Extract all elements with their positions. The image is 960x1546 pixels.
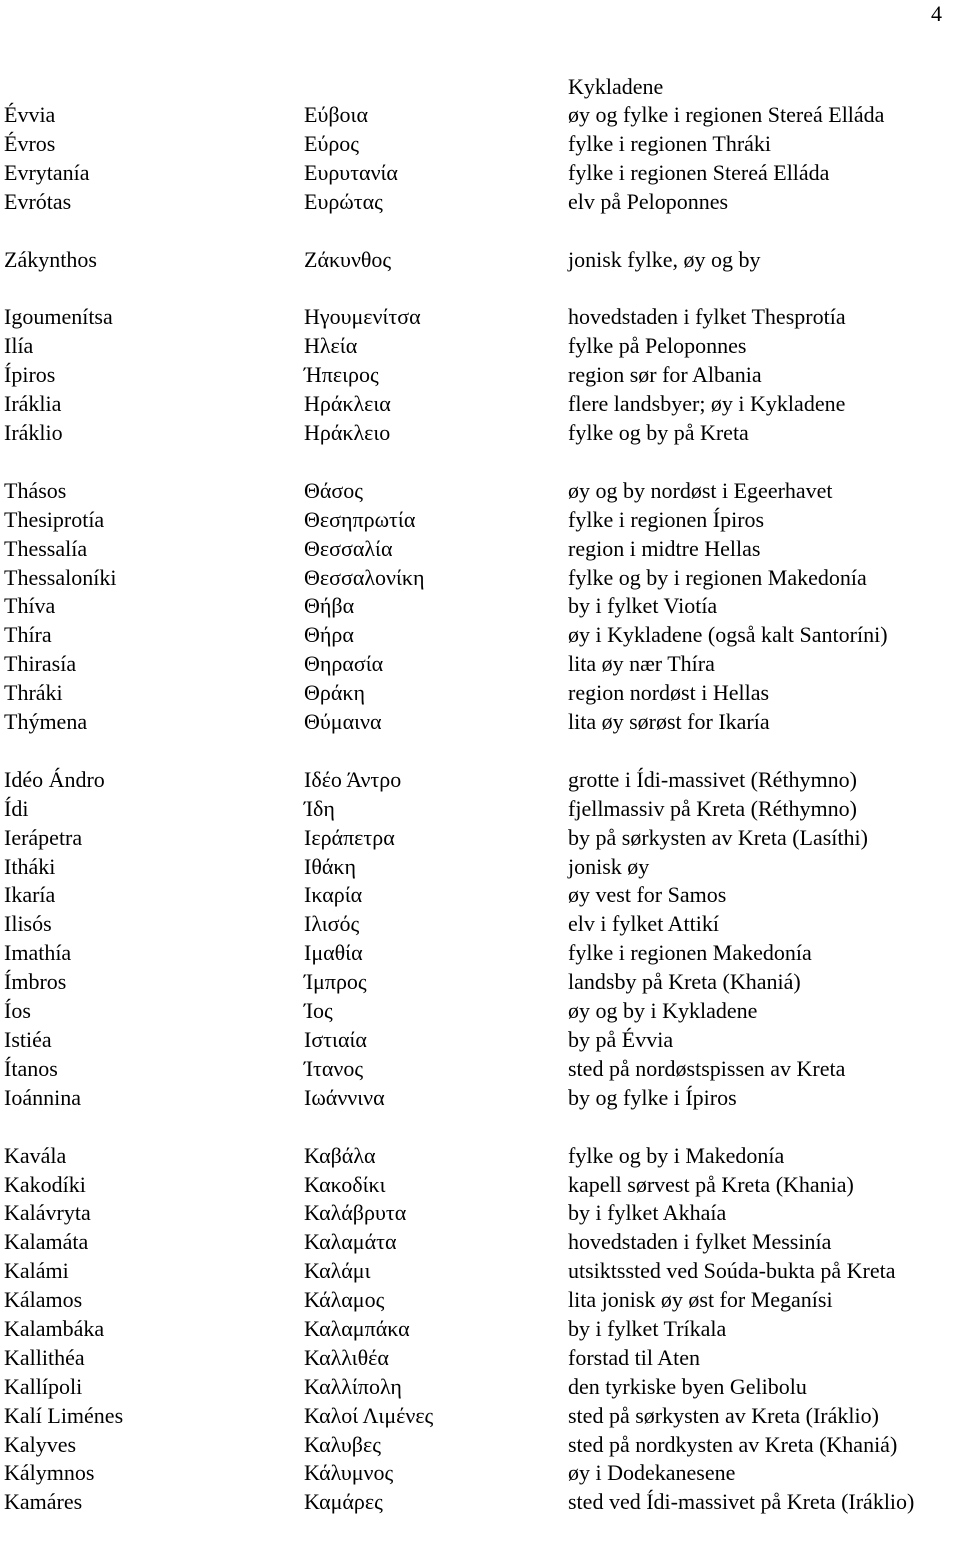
- latin-name: Ímbros: [4, 969, 67, 995]
- description: jonisk øy: [568, 853, 650, 879]
- greek-name: Θάσος: [304, 477, 363, 503]
- glossary-row: [4, 650, 960, 679]
- glossary-row: [4, 1344, 960, 1373]
- glossary-row: [4, 361, 960, 390]
- glossary-row: [4, 1055, 960, 1084]
- greek-name: Ευρυτανία: [304, 159, 398, 185]
- description: fylke i regionen Makedonía: [568, 940, 812, 966]
- description: øy vest for Samos: [568, 882, 727, 908]
- glossary-row: [4, 1228, 960, 1257]
- description: sted på sørkysten av Kreta (Iráklio): [568, 1402, 879, 1428]
- description: flere landsbyer; øy i Kykladene: [568, 391, 846, 417]
- glossary-row: [4, 1315, 960, 1344]
- greek-name: Καλαμάτα: [304, 1229, 397, 1255]
- latin-name: Thesiprotía: [4, 506, 105, 532]
- greek-name: Ήπειρος: [304, 362, 379, 388]
- glossary-row: [4, 1026, 960, 1055]
- description: jonisk fylke, øy og by: [568, 246, 761, 272]
- glossary-row: [4, 679, 960, 708]
- description: hovedstaden i fylket Messinía: [568, 1229, 832, 1255]
- description: sted på nordøstspissen av Kreta: [568, 1055, 846, 1081]
- latin-name: Kallithéa: [4, 1344, 85, 1370]
- glossary-row: [4, 101, 960, 130]
- description: utsiktssted ved Soúda-bukta på Kreta: [568, 1258, 896, 1284]
- latin-name: Igoumenítsa: [4, 304, 113, 330]
- latin-name: Ídi: [4, 795, 29, 821]
- latin-name: Kalí Liménes: [4, 1402, 124, 1428]
- greek-name: Ιεράπετρα: [304, 824, 395, 850]
- latin-name: Kallípoli: [4, 1373, 83, 1399]
- greek-name: Ιλισός: [304, 911, 360, 937]
- glossary-row: [4, 1171, 960, 1200]
- description: fylke og by i Makedonía: [568, 1142, 785, 1168]
- latin-name: Ikaría: [4, 882, 56, 908]
- latin-name: Íos: [4, 998, 31, 1024]
- greek-name: Ιστιαία: [304, 1026, 367, 1052]
- latin-name: Thessalía: [4, 535, 88, 561]
- glossary-row: [4, 592, 960, 621]
- greek-name: Θηρασία: [304, 651, 384, 677]
- greek-name: Εύρος: [304, 130, 360, 156]
- entry-group: [4, 477, 960, 737]
- greek-name: Καλοί Λιμένες: [304, 1402, 434, 1428]
- latin-name: Kalamáta: [4, 1229, 89, 1255]
- glossary-row: [4, 506, 960, 535]
- description: fylke i regionen Ípiros: [568, 506, 765, 532]
- glossary-row: [4, 968, 960, 997]
- description: fylke i regionen Thráki: [568, 130, 772, 156]
- latin-name: Thíva: [4, 593, 56, 619]
- greek-name: Ίος: [304, 998, 333, 1024]
- greek-name: Θεσηπρωτία: [304, 506, 416, 532]
- greek-name: Κάλυμνος: [304, 1460, 394, 1486]
- latin-name: Thýmena: [4, 709, 88, 735]
- latin-name: Ierápetra: [4, 824, 83, 850]
- greek-name: Ιδέο Άντρο: [304, 766, 402, 792]
- latin-name: Evrytanía: [4, 159, 90, 185]
- description: by i fylket Akhaía: [568, 1200, 727, 1226]
- latin-name: Kalávryta: [4, 1200, 91, 1226]
- glossary-row: [4, 1286, 960, 1315]
- latin-name: Kamáres: [4, 1489, 83, 1515]
- latin-name: Kálymnos: [4, 1460, 95, 1486]
- glossary-row: [4, 621, 960, 650]
- description: region sør for Albania: [568, 362, 762, 388]
- glossary-row: [4, 390, 960, 419]
- entry-group: [4, 1142, 960, 1518]
- glossary-row: [4, 708, 960, 737]
- description: grotte i Ídi-massivet (Réthymno): [568, 766, 857, 792]
- latin-name: Iráklio: [4, 420, 63, 446]
- section-header: Kykladene: [568, 74, 664, 99]
- glossary-row: [4, 535, 960, 564]
- glossary-row: [4, 1459, 960, 1488]
- greek-name: Ηράκλειο: [304, 420, 391, 446]
- description: fylke på Peloponnes: [568, 333, 747, 359]
- description: region i midtre Hellas: [568, 535, 761, 561]
- glossary-row: [4, 1402, 960, 1431]
- description: øy og by i Kykladene: [568, 998, 758, 1024]
- glossary-row: [4, 303, 960, 332]
- greek-name: Ίδη: [304, 795, 335, 821]
- latin-name: Kakodíki: [4, 1171, 86, 1197]
- glossary-row: [4, 419, 960, 448]
- glossary-row: [4, 564, 960, 593]
- greek-name: Καλλίπολη: [304, 1373, 402, 1399]
- description: elv i fylket Attikí: [568, 911, 719, 937]
- description: øy i Kykladene (også kalt Santoríni): [568, 622, 888, 648]
- latin-name: Évros: [4, 130, 56, 156]
- glossary-row: [4, 188, 960, 217]
- greek-name: Ίτανος: [304, 1055, 364, 1081]
- entry-group: [4, 101, 960, 217]
- greek-name: Ζάκυνθος: [304, 246, 392, 272]
- greek-name: Ικαρία: [304, 882, 363, 908]
- greek-name: Θύμαινα: [304, 709, 382, 735]
- description: lita jonisk øy øst for Meganísi: [568, 1287, 833, 1313]
- latin-name: Thirasía: [4, 651, 77, 677]
- glossary-row: [4, 824, 960, 853]
- glossary-entries: [4, 101, 960, 1546]
- greek-name: Καλάμι: [304, 1258, 371, 1284]
- latin-name: Kalyves: [4, 1431, 77, 1457]
- description: øy i Dodekanesene: [568, 1460, 736, 1486]
- greek-name: Καλάβρυτα: [304, 1200, 407, 1226]
- greek-name: Ίμπρος: [304, 969, 367, 995]
- greek-name: Θεσσαλία: [304, 535, 393, 561]
- greek-name: Θήβα: [304, 593, 355, 619]
- latin-name: Ilisós: [4, 911, 52, 937]
- description: forstad til Aten: [568, 1344, 700, 1370]
- glossary-row: [4, 795, 960, 824]
- page-number: 4: [931, 1, 942, 26]
- glossary-row: [4, 246, 960, 275]
- greek-name: Ηράκλεια: [304, 391, 391, 417]
- glossary-row: [4, 1084, 960, 1113]
- latin-name: Thráki: [4, 680, 63, 706]
- latin-name: Idéo Ándro: [4, 766, 105, 792]
- latin-name: Kavála: [4, 1142, 67, 1168]
- latin-name: Kalambáka: [4, 1315, 105, 1341]
- glossary-row: [4, 130, 960, 159]
- glossary-row: [4, 332, 960, 361]
- greek-name: Καμάρες: [304, 1489, 383, 1515]
- description: lita øy nær Thíra: [568, 651, 715, 677]
- description: by i fylket Tríkala: [568, 1315, 727, 1341]
- latin-name: Thíra: [4, 622, 52, 648]
- greek-name: Καλαμπάκα: [304, 1315, 410, 1341]
- glossary-row: [4, 766, 960, 795]
- latin-name: Imathía: [4, 940, 72, 966]
- latin-name: Thessaloníki: [4, 564, 117, 590]
- glossary-row: [4, 853, 960, 882]
- description: fjellmassiv på Kreta (Réthymno): [568, 795, 857, 821]
- greek-name: Καλυβες: [304, 1431, 381, 1457]
- description: den tyrkiske byen Gelibolu: [568, 1373, 807, 1399]
- description: by på Évvia: [568, 1026, 674, 1052]
- greek-name: Καλλιθέα: [304, 1344, 389, 1370]
- glossary-row: [4, 910, 960, 939]
- entry-group: [4, 246, 960, 275]
- greek-name: Εύβοια: [304, 102, 368, 127]
- description: fylke i regionen Stereá Elláda: [568, 159, 830, 185]
- description: elv på Peloponnes: [568, 188, 729, 214]
- latin-name: Ilía: [4, 333, 34, 359]
- description: sted på nordkysten av Kreta (Khaniá): [568, 1431, 898, 1457]
- glossary-row: [4, 1199, 960, 1228]
- description: by og fylke i Ípiros: [568, 1084, 737, 1110]
- glossary-row: [4, 477, 960, 506]
- greek-name: Ηγουμενίτσα: [304, 304, 421, 330]
- description: hovedstaden i fylket Thesprotía: [568, 304, 846, 330]
- greek-name: Θεσσαλονίκη: [304, 564, 425, 590]
- latin-name: Iráklia: [4, 391, 62, 417]
- greek-name: Ηλεία: [304, 333, 358, 359]
- glossary-row: [4, 1142, 960, 1171]
- glossary-row: [4, 939, 960, 968]
- entry-group: [4, 766, 960, 1113]
- glossary-row: [4, 1488, 960, 1517]
- description: øy og by nordøst i Egeerhavet: [568, 477, 833, 503]
- entry-group: [4, 303, 960, 447]
- description: by i fylket Viotía: [568, 593, 718, 619]
- greek-name: Κάλαμος: [304, 1287, 385, 1313]
- latin-name: Ítanos: [4, 1055, 58, 1081]
- greek-name: Ιθάκη: [304, 853, 356, 879]
- description: øy og fylke i regionen Stereá Elláda: [568, 102, 885, 127]
- latin-name: Zákynthos: [4, 246, 97, 272]
- glossary-row: [4, 1373, 960, 1402]
- latin-name: Kálamos: [4, 1287, 83, 1313]
- greek-name: Ευρώτας: [304, 188, 383, 214]
- description: lita øy sørøst for Ikaría: [568, 709, 770, 735]
- glossary-row: [4, 881, 960, 910]
- greek-name: Θήρα: [304, 622, 354, 648]
- greek-name: Κακοδίκι: [304, 1171, 386, 1197]
- latin-name: Istiéa: [4, 1026, 52, 1052]
- glossary-row: [4, 159, 960, 188]
- description: sted ved Ídi-massivet på Kreta (Iráklio): [568, 1489, 915, 1515]
- description: region nordøst i Hellas: [568, 680, 770, 706]
- latin-name: Ípiros: [4, 362, 56, 388]
- glossary-row: [4, 997, 960, 1026]
- description: by på sørkysten av Kreta (Lasíthi): [568, 824, 868, 850]
- latin-name: Kalámi: [4, 1258, 69, 1284]
- greek-name: Ιμαθία: [304, 940, 363, 966]
- description: fylke og by i regionen Makedonía: [568, 564, 867, 590]
- description: kapell sørvest på Kreta (Khania): [568, 1171, 854, 1197]
- glossary-row: [4, 1431, 960, 1460]
- latin-name: Thásos: [4, 477, 67, 503]
- latin-name: Ioánnina: [4, 1084, 81, 1110]
- description: landsby på Kreta (Khaniá): [568, 969, 801, 995]
- greek-name: Ιωάννινα: [304, 1084, 385, 1110]
- latin-name: Evrótas: [4, 188, 72, 214]
- greek-name: Θράκη: [304, 680, 365, 706]
- glossary-row: [4, 1257, 960, 1286]
- description: fylke og by på Kreta: [568, 420, 749, 446]
- greek-name: Καβάλα: [304, 1142, 376, 1168]
- latin-name: Itháki: [4, 853, 56, 879]
- latin-name: Évvia: [4, 102, 56, 127]
